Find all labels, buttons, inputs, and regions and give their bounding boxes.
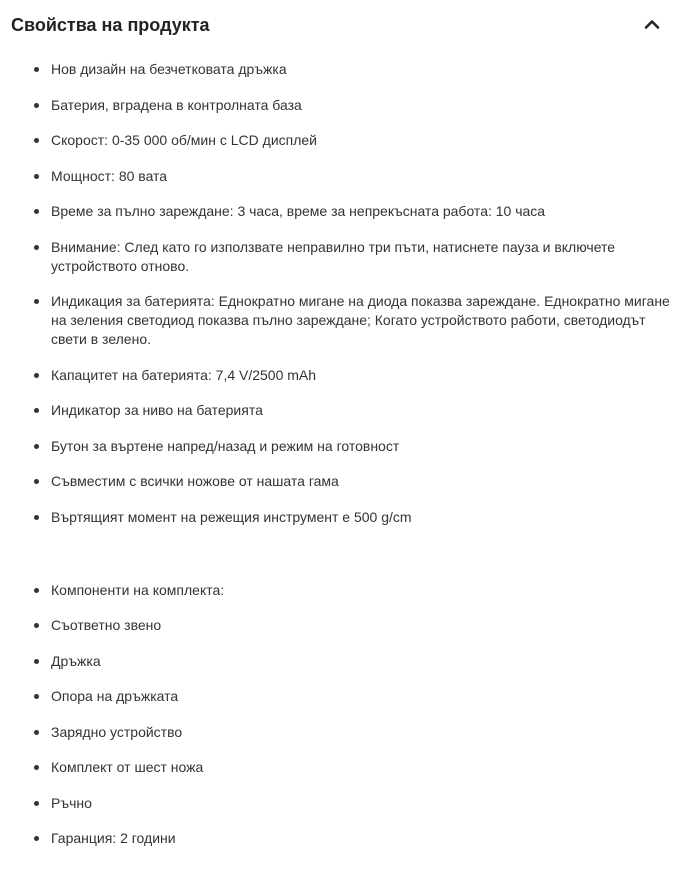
list-item: Въртящият момент на режещия инструмент е 500 g/cm — [33, 508, 682, 527]
list-item: Опора на дръжката — [33, 687, 682, 706]
list-item: Време за пълно зареждане: 3 часа, време за непрекъсната работа: 10 часа — [33, 202, 682, 221]
list-item: Нов дизайн на безчетковата дръжка — [33, 60, 682, 79]
list-item: Капацитет на батерията: 7,4 V/2500 mAh — [33, 366, 682, 385]
list-item: Бутон за въртене напред/назад и режим на готовност — [33, 437, 682, 456]
accordion-content — [0, 60, 696, 848]
list-item: Съответно звено — [33, 616, 682, 635]
list-item: Ръчно — [33, 794, 682, 813]
list-item: Дръжка — [33, 652, 682, 671]
list-item: Внимание: След като го използвате неправилно три пъти, натиснете пауза и включете устройството отново. — [33, 238, 682, 276]
list-item: Съвместим с всички ножове от нашата гама — [33, 472, 682, 491]
accordion-header[interactable] — [0, 0, 696, 48]
list-item: Зарядно устройство — [33, 723, 682, 742]
list-item: Комплект от шест ножа — [33, 758, 682, 777]
list-item: Индикация за батерията: Еднократно мигане на диода показва зареждане. Еднократно мигане на зеления светодиод показва пълно зареждане; Когато устройството работи, светодиодът свети в зелено. — [33, 292, 682, 349]
list-item: Мощност: 80 вата — [33, 167, 682, 186]
list-item: Скорост: 0-35 000 об/мин с LCD дисплей — [33, 131, 682, 150]
list-item: Компоненти на комплекта: — [33, 581, 682, 600]
list-item: Батерия, вградена в контролната база — [33, 96, 682, 115]
list-item: Гаранция: 2 години — [33, 829, 682, 848]
feature-list — [33, 60, 682, 527]
section-title: Свойства на продукта — [11, 14, 210, 35]
chevron-up-icon[interactable] — [644, 16, 660, 32]
list-item: Индикатор за ниво на батерията — [33, 401, 682, 420]
kit-contents-list — [33, 581, 682, 849]
